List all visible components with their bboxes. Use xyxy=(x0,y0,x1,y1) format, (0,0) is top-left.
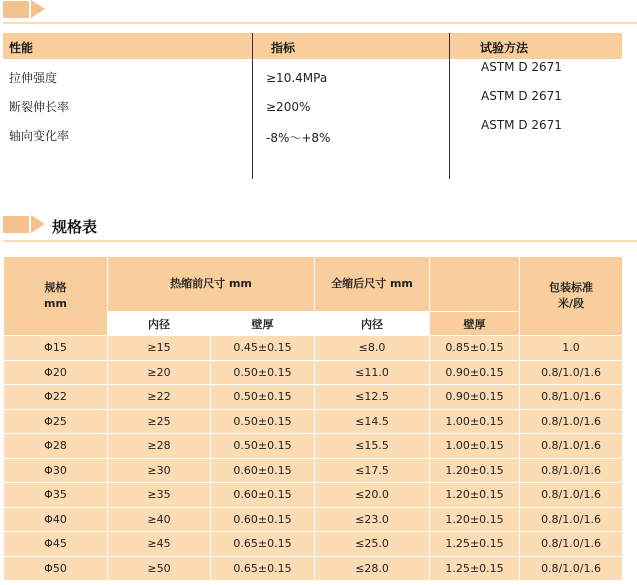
header-wall-after: 壁厚 xyxy=(430,312,520,336)
cell-wall-before: 0.50±0.15 xyxy=(211,385,315,410)
property-method: ASTM D 2671 xyxy=(481,118,562,132)
cell-pack: 0.8/1.0/1.6 xyxy=(520,556,623,581)
property-value: -8%～+8% xyxy=(266,131,331,145)
cell-pack: 1.0 xyxy=(520,336,623,361)
cell-spec: Φ30 xyxy=(4,458,108,483)
cell-wall-before: 0.45±0.15 xyxy=(211,336,315,361)
cell-pack: 0.8/1.0/1.6 xyxy=(520,360,623,385)
cell-pack: 0.8/1.0/1.6 xyxy=(520,385,623,410)
header-pack xyxy=(520,257,623,336)
cell-inner-before: ≥15 xyxy=(108,336,211,361)
cell-wall-after: 0.90±0.15 xyxy=(430,385,520,410)
cell-wall-before: 0.50±0.15 xyxy=(211,360,315,385)
table-row xyxy=(4,336,623,361)
cell-wall-after: 0.85±0.15 xyxy=(430,336,520,361)
cell-inner-after: ≤11.0 xyxy=(315,360,430,385)
cell-spec: Φ28 xyxy=(4,434,108,459)
cell-spec: Φ40 xyxy=(4,507,108,532)
cell-inner-after: ≤20.0 xyxy=(315,483,430,508)
cell-pack: 0.8/1.0/1.6 xyxy=(520,507,623,532)
header-after-blank xyxy=(430,257,520,312)
cell-wall-after: 0.90±0.15 xyxy=(430,360,520,385)
cell-wall-before: 0.50±0.15 xyxy=(211,434,315,459)
cell-inner-after: ≤15.5 xyxy=(315,434,430,459)
section-divider xyxy=(3,240,637,242)
cell-wall-after: 1.00±0.15 xyxy=(430,434,520,459)
cell-spec: Φ45 xyxy=(4,532,108,557)
properties-header xyxy=(3,33,622,59)
property-method: ASTM D 2671 xyxy=(481,60,562,74)
table-row xyxy=(4,458,623,483)
cell-inner-before: ≥28 xyxy=(108,434,211,459)
header-wall-before: 壁厚 xyxy=(211,312,315,336)
header-spec-line1: 规格 xyxy=(44,281,67,294)
cell-wall-before: 0.50±0.15 xyxy=(211,409,315,434)
cell-wall-after: 1.25±0.15 xyxy=(430,556,520,581)
cell-pack: 0.8/1.0/1.6 xyxy=(520,409,623,434)
cell-inner-before: ≥35 xyxy=(108,483,211,508)
cell-pack: 0.8/1.0/1.6 xyxy=(520,483,623,508)
section-marker-icon xyxy=(3,215,45,233)
property-name: 断裂伸长率 xyxy=(9,100,70,114)
cell-wall-before: 0.60±0.15 xyxy=(211,507,315,532)
spec-table xyxy=(3,256,623,581)
header-value: 指标 xyxy=(271,41,296,55)
header-pack-line2: 米/段 xyxy=(558,297,585,310)
section-marker-icon xyxy=(3,0,45,18)
cell-spec: Φ25 xyxy=(4,409,108,434)
header-before: 热缩前尺寸 mm xyxy=(108,257,315,312)
header-spec-line2: mm xyxy=(44,297,67,310)
section-divider xyxy=(3,22,637,24)
cell-wall-after: 1.25±0.15 xyxy=(430,532,520,557)
cell-wall-before: 0.65±0.15 xyxy=(211,556,315,581)
cell-pack: 0.8/1.0/1.6 xyxy=(520,458,623,483)
cell-inner-after: ≤8.0 xyxy=(315,336,430,361)
spec-table-body xyxy=(4,336,623,581)
cell-wall-before: 0.60±0.15 xyxy=(211,458,315,483)
cell-inner-after: ≤28.0 xyxy=(315,556,430,581)
cell-wall-before: 0.60±0.15 xyxy=(211,483,315,508)
header-pack-line1: 包装标准 xyxy=(549,281,594,294)
spec-title: 规格表 xyxy=(52,218,98,236)
header-spec xyxy=(4,257,108,336)
property-method: ASTM D 2671 xyxy=(481,89,562,103)
cell-inner-after: ≤12.5 xyxy=(315,385,430,410)
table-row xyxy=(4,360,623,385)
header-property: 性能 xyxy=(9,41,34,55)
table-row xyxy=(4,556,623,581)
table-row xyxy=(4,483,623,508)
property-value: ≥10.4MPa xyxy=(266,71,328,85)
header-inner-before: 内径 xyxy=(108,312,211,336)
cell-wall-after: 1.20±0.15 xyxy=(430,483,520,508)
cell-inner-before: ≥20 xyxy=(108,360,211,385)
cell-inner-before: ≥45 xyxy=(108,532,211,557)
table-row xyxy=(4,532,623,557)
column-divider xyxy=(449,33,450,179)
cell-inner-before: ≥22 xyxy=(108,385,211,410)
cell-inner-before: ≥30 xyxy=(108,458,211,483)
cell-spec: Φ35 xyxy=(4,483,108,508)
cell-spec: Φ15 xyxy=(4,336,108,361)
cell-wall-after: 1.20±0.15 xyxy=(430,458,520,483)
table-row xyxy=(4,434,623,459)
cell-spec: Φ22 xyxy=(4,385,108,410)
property-name: 拉伸强度 xyxy=(9,71,58,85)
cell-inner-after: ≤23.0 xyxy=(315,507,430,532)
cell-spec: Φ20 xyxy=(4,360,108,385)
cell-inner-after: ≤25.0 xyxy=(315,532,430,557)
header-method: 试验方法 xyxy=(480,41,529,55)
cell-spec: Φ50 xyxy=(4,556,108,581)
cell-inner-after: ≤14.5 xyxy=(315,409,430,434)
cell-inner-after: ≤17.5 xyxy=(315,458,430,483)
cell-wall-after: 1.00±0.15 xyxy=(430,409,520,434)
table-row xyxy=(4,385,623,410)
header-after: 全缩后尺寸 mm xyxy=(315,257,430,312)
cell-inner-before: ≥40 xyxy=(108,507,211,532)
table-row xyxy=(4,507,623,532)
cell-inner-before: ≥50 xyxy=(108,556,211,581)
property-name: 轴向变化率 xyxy=(9,129,70,143)
cell-wall-after: 1.20±0.15 xyxy=(430,507,520,532)
column-divider xyxy=(252,33,253,179)
cell-wall-before: 0.65±0.15 xyxy=(211,532,315,557)
cell-inner-before: ≥25 xyxy=(108,409,211,434)
cell-pack: 0.8/1.0/1.6 xyxy=(520,532,623,557)
table-row xyxy=(4,409,623,434)
header-inner-after: 内径 xyxy=(315,312,430,336)
property-value: ≥200% xyxy=(266,100,311,114)
cell-pack: 0.8/1.0/1.6 xyxy=(520,434,623,459)
